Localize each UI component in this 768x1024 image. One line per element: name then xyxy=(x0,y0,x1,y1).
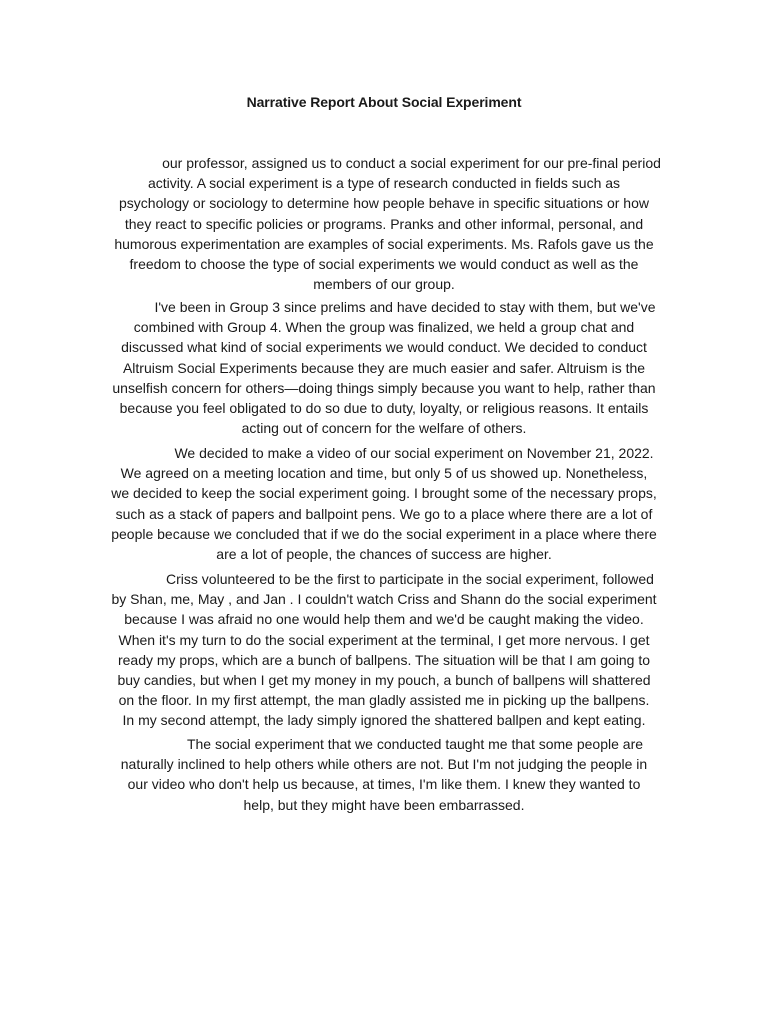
text-line: I've been in Group 3 since prelims and have decided to stay with them, but we've xyxy=(154,299,656,315)
text-line: because I was afraid no one would help them and we'd be caught making the video. xyxy=(124,611,644,628)
text-line: on the floor. In my first attempt, the man gladly assisted me in picking up the ballpens. xyxy=(118,692,650,709)
text-line: are a lot of people, the chances of success are higher. xyxy=(216,546,552,563)
text-line: Criss volunteered to be the first to participate in the social experiment, followed xyxy=(166,571,654,587)
paragraph-3 xyxy=(84,443,684,564)
text-line: such as a stack of papers and ballpoint pens. We go to a place where there are a lot of xyxy=(115,505,653,522)
text-line: acting out of concern for the welfare of others. xyxy=(241,420,527,437)
paragraph-2 xyxy=(84,297,684,438)
text-line: humorous experimentation are examples of social experiments. Ms. Rafols gave us the xyxy=(114,235,654,252)
text-line: help, but they might have been embarrassed. xyxy=(243,796,525,813)
text-line: Altruism Social Experiments because they are much easier and safer. Altruism is the xyxy=(122,359,646,376)
text-line: they react to specific policies or programs. Pranks and other informal, personal, and xyxy=(124,215,644,232)
text-line: We agreed on a meeting location and time, but only 5 of us showed up. Nonetheless, xyxy=(120,465,648,482)
text-line: buy candies, but when I get my money in my pouch, a bunch of ballpens will shattered xyxy=(117,672,651,689)
text-line: because you feel obligated to do so due to duty, loyalty, or religious reasons. It entails xyxy=(119,400,649,417)
text-line: we decided to keep the social experiment going. I brought some of the necessary props, xyxy=(111,485,657,502)
paragraph-1 xyxy=(84,153,684,294)
text-line: our video who don't help us because, at times, I'm like them. I knew they wanted to xyxy=(127,776,641,793)
text-line: psychology or sociology to determine how people behave in specific situations or how xyxy=(119,195,649,212)
text-line: When it's my turn to do the social experiment at the terminal, I get more nervous. I get xyxy=(118,631,650,648)
document-title: Narrative Report About Social Experiment xyxy=(246,94,522,110)
text-line: The social experiment that we conducted taught me that some people are xyxy=(186,736,644,752)
paragraph-5 xyxy=(84,734,684,815)
text-line: activity. A social experiment is a type of research conducted in fields such as xyxy=(147,175,621,192)
paragraph-4 xyxy=(84,569,684,731)
text-line: We decided to make a video of our social experiment on November 21, 2022. xyxy=(174,445,654,461)
text-line: our professor, assigned us to conduct a social experiment for our pre-final period xyxy=(162,155,661,171)
text-line: freedom to choose the type of social experiments we would conduct as well as the xyxy=(129,256,639,273)
text-line: people because we concluded that if we do the social experiment in a place where there xyxy=(111,525,657,542)
text-line: ready my props, which are a bunch of ballpens. The situation will be that I am going to xyxy=(117,651,651,668)
text-line: In my second attempt, the lady simply ignored the shattered ballpen and kept eating. xyxy=(122,712,646,729)
text-line: unselfish concern for others—doing things simply because you want to help, rather than xyxy=(112,379,656,396)
text-line: naturally inclined to help others while others are not. But I'm not judging the people in xyxy=(120,756,648,773)
text-line: by Shan, me, May , and Jan . I couldn't watch Criss and Shann do the social experiment xyxy=(111,591,657,608)
text-line: members of our group. xyxy=(313,276,455,293)
text-line: discussed what kind of social experiments we would conduct. We decided to conduct xyxy=(121,339,647,356)
text-line: combined with Group 4. When the group was finalized, we held a group chat and xyxy=(133,319,635,336)
